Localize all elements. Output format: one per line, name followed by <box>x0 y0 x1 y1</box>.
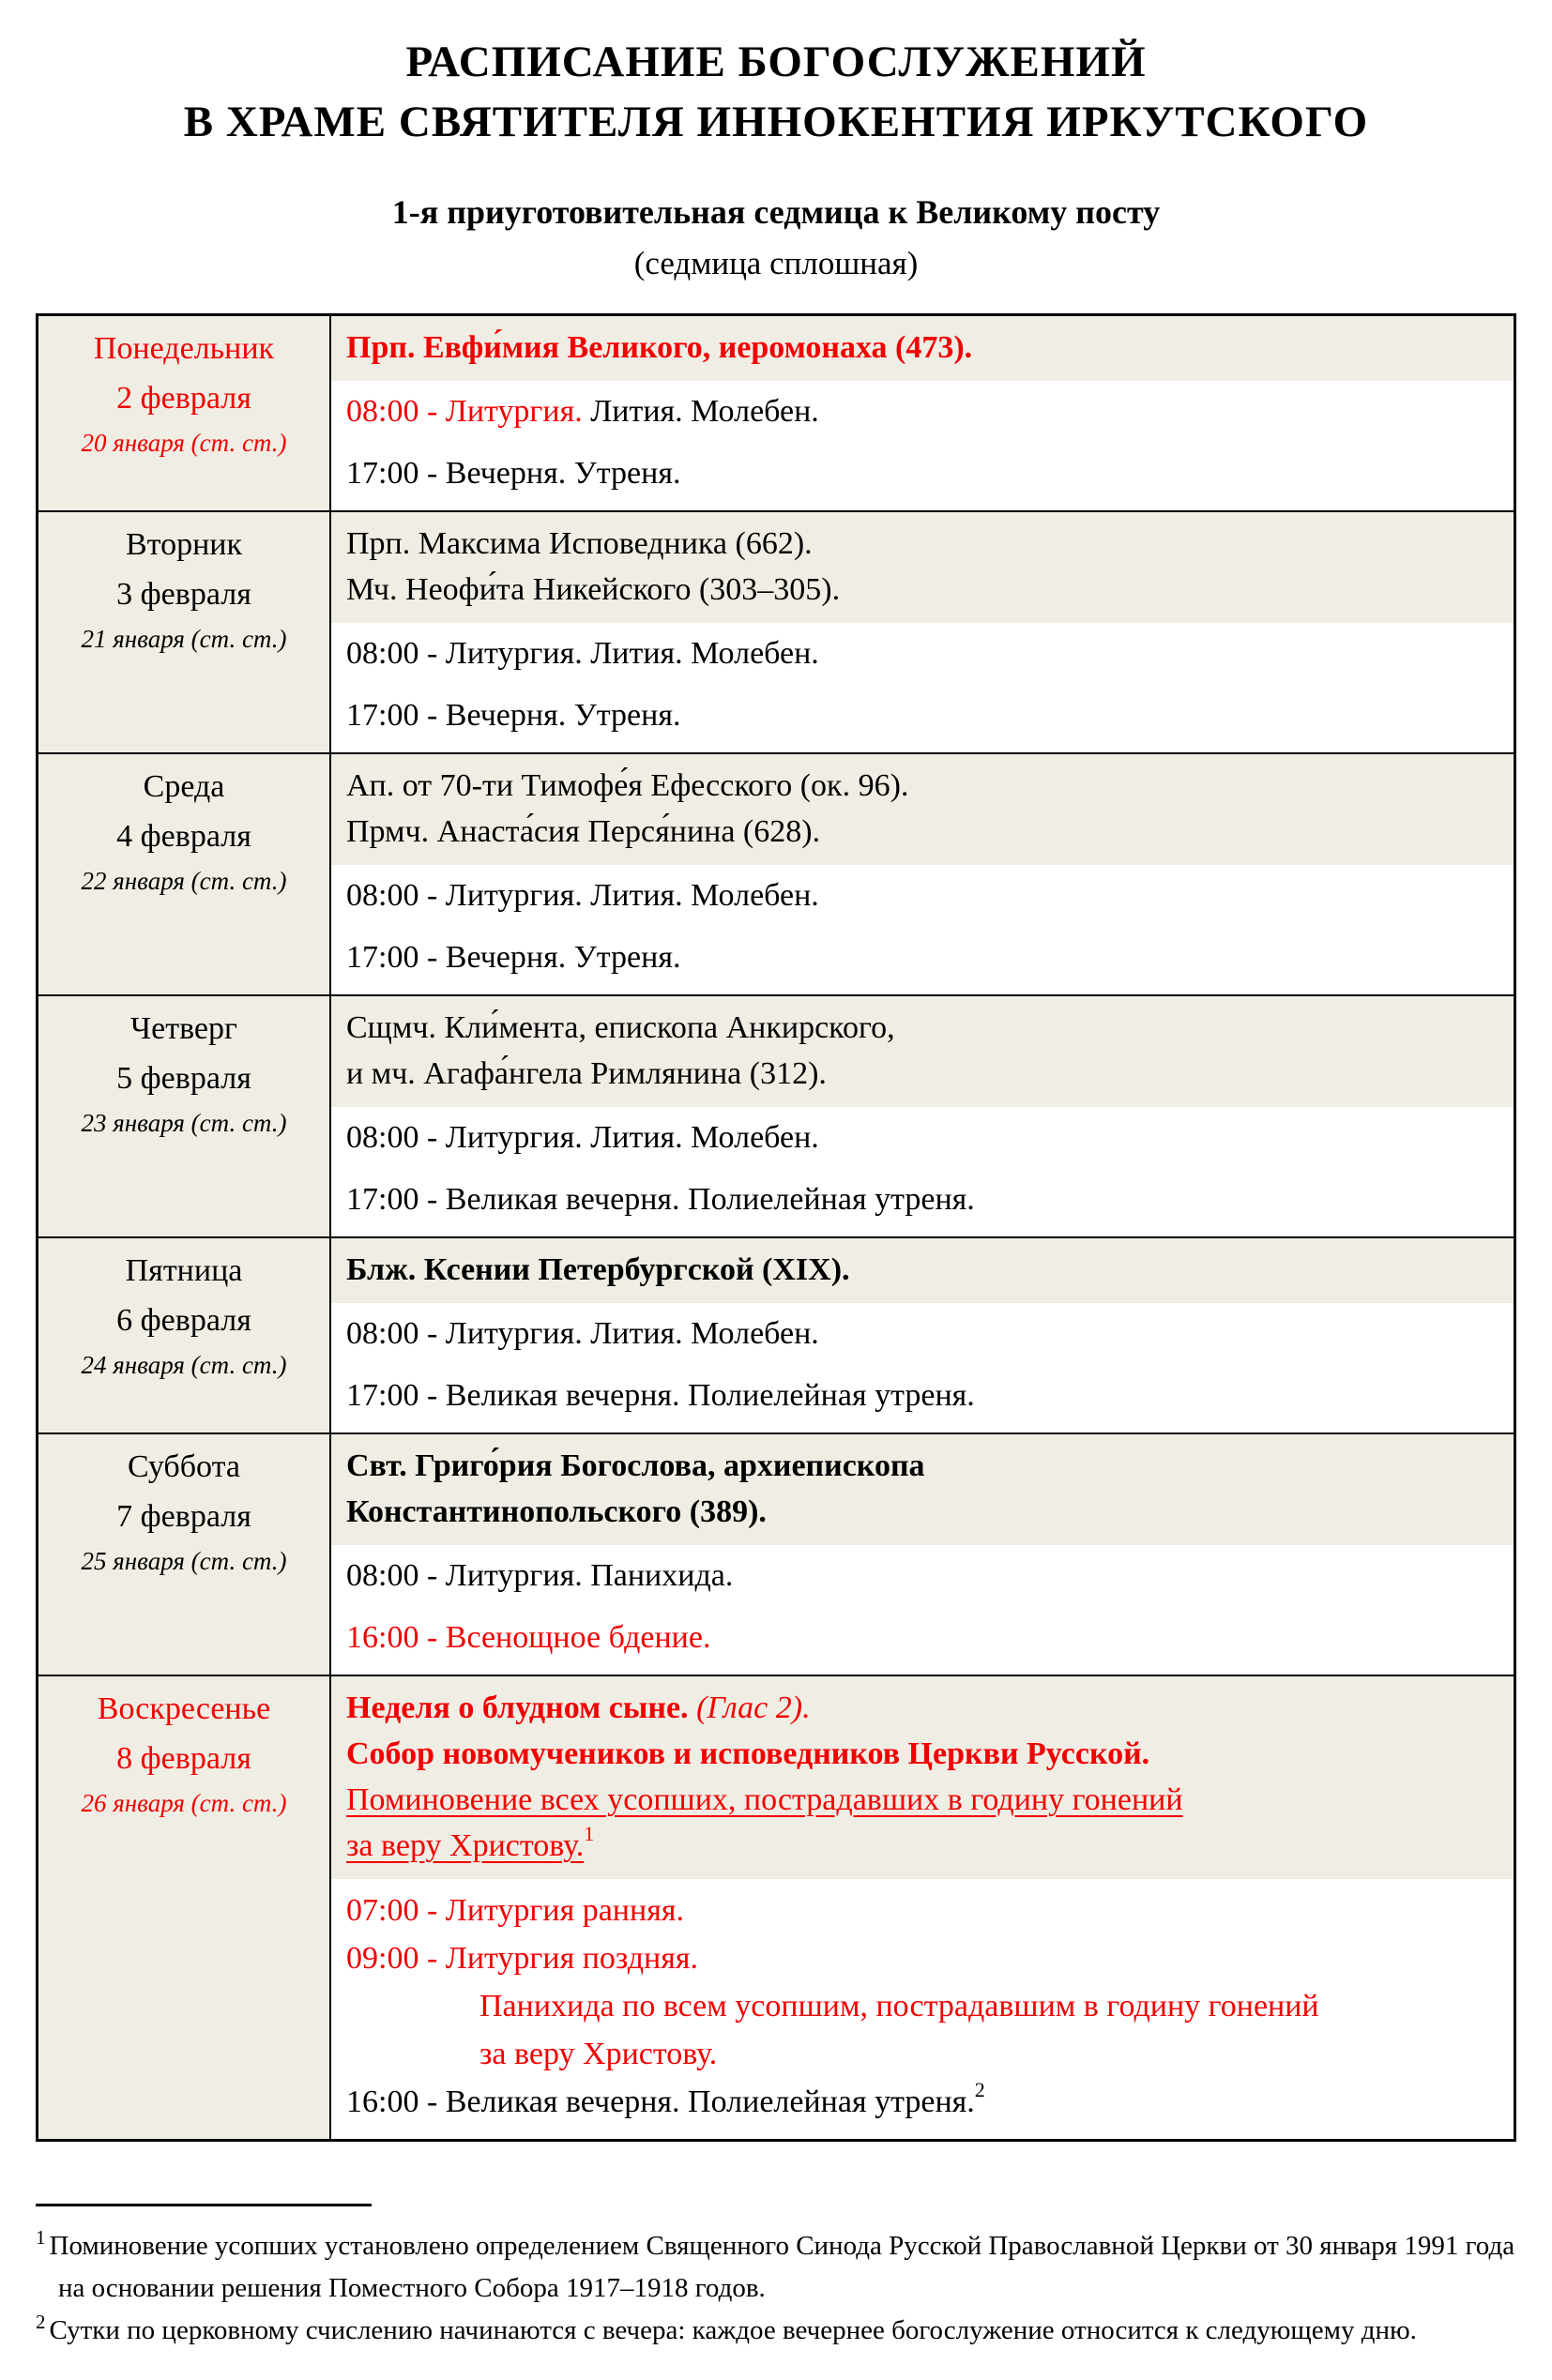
services-block <box>331 381 1514 510</box>
feast-line <box>346 1685 1499 1731</box>
schedule-table <box>36 313 1516 2142</box>
schedule-row <box>38 994 1514 1236</box>
day-name: Воскресенье <box>97 1691 271 1726</box>
footnote-item <box>36 2225 1516 2310</box>
feast-line <box>346 1443 1499 1489</box>
service-line <box>346 634 1499 674</box>
day-date: 3 февраля <box>116 577 251 612</box>
service-line <box>346 1314 1499 1354</box>
text-segment: за веру Христову. <box>479 2037 718 2071</box>
service-line <box>346 938 1499 978</box>
text-segment: 17:00 - Вечерня. Утреня. <box>346 698 681 733</box>
text-segment: Панихида по всем усопшим, пострадавшим в годину гонений <box>479 1989 1319 2024</box>
day-name: Четверг <box>130 1011 237 1046</box>
day-content-cell <box>331 512 1514 752</box>
day-date: 8 февраля <box>116 1741 251 1776</box>
services-block <box>331 1303 1514 1433</box>
service-line <box>346 1376 1499 1416</box>
feast-line <box>346 325 1499 371</box>
footnote-text: Сутки по церковному счислению начинаются с вечера: каждое вечернее богослужение относится к следующему дню. <box>49 2315 1417 2345</box>
day-old-style-date: 26 января (ст. ст.) <box>81 1789 287 1817</box>
text-segment: 17:00 - Великая вечерня. Полиелейная утреня. <box>346 1182 975 1217</box>
service-line <box>346 696 1499 735</box>
service-line <box>346 392 1499 432</box>
services-block <box>331 1107 1514 1236</box>
footnote-divider <box>36 2204 372 2206</box>
feast-block <box>331 1238 1514 1303</box>
text-segment: 08:00 - Литургия. Лития. Молебен. <box>346 1316 819 1351</box>
feast-line <box>346 521 1499 567</box>
feast-line <box>346 1777 1499 1823</box>
text-segment: 08:00 - Литургия. Лития. Молебен. <box>346 1120 819 1155</box>
day-cell <box>38 1434 331 1675</box>
schedule-row <box>38 752 1514 994</box>
text-segment: 16:00 - Всенощное бдение. <box>346 1620 711 1655</box>
document-header <box>36 32 1516 283</box>
day-old-style-date: 23 января (ст. ст.) <box>81 1109 287 1137</box>
day-name: Понедельник <box>93 331 275 366</box>
text-segment: Собор новомучеников и исповедников Церкви Русской. <box>346 1736 1150 1771</box>
text-segment: 17:00 - Вечерня. Утреня. <box>346 940 681 975</box>
services-block <box>331 1879 1514 2139</box>
service-line <box>346 2035 1499 2074</box>
day-old-style-date: 21 января (ст. ст.) <box>81 625 287 653</box>
feast-line <box>346 1051 1499 1097</box>
day-content-cell <box>331 1434 1514 1675</box>
schedule-row <box>38 510 1514 752</box>
page-title-line-1: РАСПИСАНИЕ БОГОСЛУЖЕНИЙ <box>405 38 1147 86</box>
day-cell <box>38 512 331 752</box>
schedule-row <box>38 1675 1514 2139</box>
service-line <box>346 1987 1499 2026</box>
feast-block <box>331 512 1514 623</box>
service-line <box>346 1939 1499 1978</box>
day-date: 6 февраля <box>116 1303 251 1338</box>
day-name: Суббота <box>128 1449 240 1484</box>
schedule-row <box>38 1236 1514 1433</box>
text-segment: Прмч. Анаста́сия Перся́нина (628). <box>346 814 821 849</box>
text-segment: 17:00 - Великая вечерня. Полиелейная утреня. <box>346 1378 975 1413</box>
text-segment: Прп. Максима Исповедника (662). <box>346 526 813 561</box>
schedule-row <box>38 316 1514 510</box>
footnotes-section <box>36 2204 1516 2352</box>
feast-block <box>331 996 1514 1107</box>
text-segment: Неделя о блудном сыне. <box>346 1690 689 1725</box>
service-line <box>346 1556 1499 1596</box>
text-segment: 08:00 - Литургия. Лития. Молебен. <box>346 636 819 671</box>
feast-line <box>346 1247 1499 1293</box>
feast-line <box>346 809 1499 855</box>
text-segment: 08:00 - Литургия. <box>346 394 583 429</box>
day-content-cell <box>331 316 1514 510</box>
text-segment: Мч. Неофи́та Никейского (303–305). <box>346 572 841 607</box>
feast-block <box>331 754 1514 865</box>
day-name: Среда <box>143 769 225 804</box>
text-segment: Константинопольского (389). <box>346 1494 767 1529</box>
text-segment: 07:00 - Литургия ранняя. <box>346 1893 684 1928</box>
footnote-text: Поминовение усопших установлено определением Священного Синода Русской Православной Церкви от 30 января 1991 года на основании решения Поместного Собора 1917–1918 годов. <box>49 2231 1515 2303</box>
text-segment: Свт. Григо́рия Богослова, архиепископа <box>346 1448 925 1483</box>
feast-block <box>331 1676 1514 1879</box>
footnote-item <box>36 2310 1516 2352</box>
services-block <box>331 623 1514 752</box>
day-old-style-date: 20 января (ст. ст.) <box>81 429 287 457</box>
day-date: 2 февраля <box>116 381 251 416</box>
service-line <box>346 1618 1499 1658</box>
text-segment: Сщмч. Кли́мента, епископа Анкирского, <box>346 1010 895 1045</box>
text-segment: Блж. Ксении Петербургской (XIX). <box>346 1252 850 1287</box>
services-block <box>331 1545 1514 1675</box>
day-content-cell <box>331 1676 1514 2139</box>
feast-line <box>346 763 1499 809</box>
service-line: 16:00 - Великая вечерня. Полиелейная утреня.$^2$ <box>346 2077 985 2119</box>
service-line <box>346 454 1499 493</box>
day-name: Вторник <box>126 527 242 562</box>
footnote-number: 1 <box>36 2226 46 2250</box>
text-segment: за веру Христову. <box>346 1828 585 1863</box>
footnote-list <box>36 2225 1516 2352</box>
service-line <box>346 1118 1499 1158</box>
day-date: 5 февраля <box>116 1061 251 1096</box>
footnote-number: 2 <box>36 2311 46 2334</box>
feast-line <box>346 1005 1499 1051</box>
service-line <box>346 1180 1499 1220</box>
day-cell <box>38 1238 331 1433</box>
day-content-cell <box>331 1238 1514 1433</box>
schedule-row <box>38 1433 1514 1675</box>
day-old-style-date: 22 января (ст. ст.) <box>81 867 287 895</box>
week-subtitle-note: (седмица сплошная) <box>633 245 919 281</box>
text-segment: (Глас 2). <box>688 1690 811 1725</box>
page-title-line-2: В ХРАМЕ СВЯТИТЕЛЯ ИННОКЕНТИЯ ИРКУТСКОГО <box>183 98 1369 146</box>
text-segment: Ап. от 70-ти Тимофе́я Ефесского (ок. 96). <box>346 768 909 803</box>
day-name: Пятница <box>125 1253 243 1288</box>
feast-line <box>346 1731 1499 1777</box>
text-segment: 09:00 - Литургия поздняя. <box>346 1941 698 1976</box>
text-segment: 08:00 - Литургия. Лития. Молебен. <box>346 878 819 913</box>
feast-line <box>346 1489 1499 1535</box>
day-old-style-date: 24 января (ст. ст.) <box>81 1351 287 1379</box>
feast-line: за веру Христову.$^1$ <box>346 1821 595 1863</box>
day-cell <box>38 996 331 1236</box>
text-segment: 16:00 - Великая вечерня. Полиелейная утреня. <box>346 2084 975 2119</box>
week-subtitle: 1-я приуготовительная седмица к Великому посту <box>391 193 1161 231</box>
day-content-cell <box>331 996 1514 1236</box>
text-segment: 08:00 - Литургия. Панихида. <box>346 1558 734 1593</box>
text-segment: Лития. Молебен. <box>582 394 819 429</box>
service-line <box>346 876 1499 916</box>
day-cell <box>38 316 331 510</box>
day-date: 4 февраля <box>116 819 251 854</box>
day-cell <box>38 754 331 994</box>
feast-block <box>331 1434 1514 1545</box>
day-date: 7 февраля <box>116 1499 251 1534</box>
services-block <box>331 865 1514 994</box>
feast-line <box>346 567 1499 613</box>
text-segment: 17:00 - Вечерня. Утреня. <box>346 456 681 491</box>
text-segment: Прп. Евфи́мия Великого, иеромонаха (473). <box>346 330 973 365</box>
day-old-style-date: 25 января (ст. ст.) <box>81 1547 287 1575</box>
day-cell <box>38 1676 331 2139</box>
service-line <box>346 1891 1499 1931</box>
feast-block <box>331 316 1514 381</box>
text-segment: Поминовение всех усопших, пострадавших в годину гонений <box>346 1782 1183 1817</box>
text-segment: и мч. Агафа́нгела Римлянина (312). <box>346 1056 827 1091</box>
day-content-cell <box>331 754 1514 994</box>
